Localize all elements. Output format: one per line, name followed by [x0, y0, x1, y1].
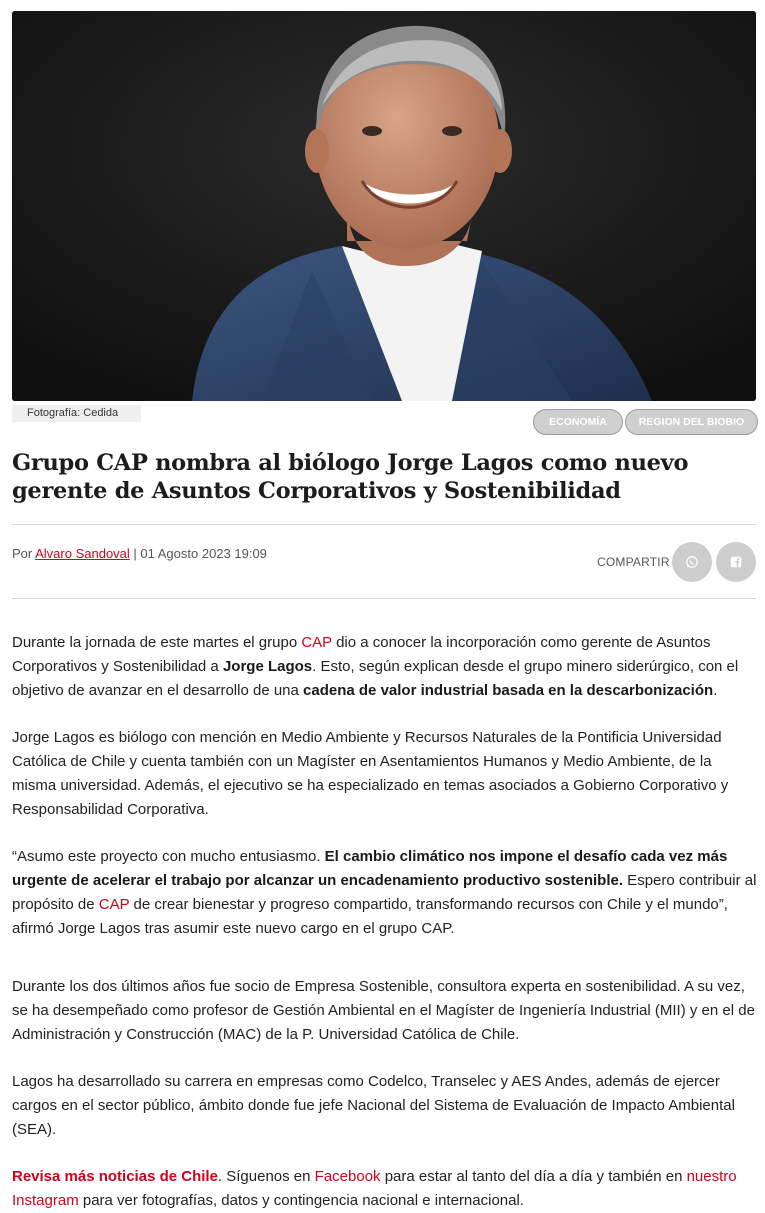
bold-quote: El cambio climático nos impone el desafío cada vez más urgente de acelerar el trabajo por alcanzar un encadenamiento productivo sostenible. — [12, 848, 728, 889]
cap-link[interactable]: CAP — [301, 634, 332, 651]
text: “Asumo este proyecto con mucho entusiasmo. — [12, 848, 325, 865]
text: . Esto, según explican desde el grupo minero siderúrgico, con el objetivo de avanzar en el desarrollo de una — [12, 658, 739, 699]
byline — [12, 546, 267, 561]
photo-caption: Fotografía: Cedida — [12, 405, 141, 422]
paragraph-4: Durante los dos últimos años fue socio de Empresa Sostenible, consultora experta en sostenibilidad. A su vez, se ha desempeñado como profesor de Gestión Ambiental en el Magíster de Ingeniería Industrial (MII) y en el de Administración y Construcción (MAC) de la P. Universidad Católica de Chile. — [12, 978, 755, 1043]
instagram-link[interactable]: nuestro Instagram — [12, 1168, 737, 1209]
facebook-link[interactable]: Facebook — [314, 1168, 381, 1185]
text: de crear bienestar y progreso compartido, transformando recursos con Chile y el mundo”, afirmó Jorge Lagos tras asumir este nuevo cargo en el grupo CAP. — [12, 896, 728, 937]
text: Durante la jornada de este martes el grupo — [12, 634, 302, 651]
divider — [12, 524, 756, 525]
article-headline: Grupo CAP nombra al biólogo Jorge Lagos como nuevo gerente de Asuntos Corporativos y Sostenibilidad — [12, 450, 689, 504]
text: . Síguenos en — [217, 1168, 315, 1185]
author-link[interactable]: Alvaro Sandoval — [35, 546, 130, 561]
category-tags — [533, 409, 758, 435]
whatsapp-share-button[interactable] — [672, 542, 712, 582]
paragraph-1 — [12, 631, 758, 703]
paragraph-6 — [12, 1165, 758, 1213]
more-news-link[interactable]: Revisa más noticias de Chile — [12, 1168, 218, 1185]
article-body — [12, 631, 758, 1213]
bold-phrase: cadena de valor industrial basada en la descarbonización — [303, 682, 714, 699]
text: dio a conocer la incorporación como gerente de Asuntos Corporativos y Sostenibilidad a — [12, 634, 711, 675]
divider — [12, 598, 756, 599]
bold-name: Jorge Lagos — [222, 658, 313, 675]
text: para estar al tanto del día a día y también en — [380, 1168, 687, 1185]
publish-date: | 01 Agosto 2023 19:09 — [129, 546, 267, 561]
paragraph-5: Lagos ha desarrollado su carrera en empresas como Codelco, Transelec y AES Andes, además de ejercer cargos en el sector público, ámbito donde fue jefe Nacional del Sistema de Evaluación de Impacto Ambiental (SEA). — [12, 1073, 735, 1138]
share-label: COMPARTIR — [597, 555, 670, 569]
tag-region-del-biobio[interactable]: REGION DEL BIOBIO — [625, 409, 758, 435]
hero-photo — [12, 11, 756, 401]
text: . — [713, 682, 718, 699]
portrait-illustration — [12, 11, 756, 401]
paragraph-2: Jorge Lagos es biólogo con mención en Medio Ambiente y Recursos Naturales de la Pontificia Universidad Católica de Chile y cuenta también con un Magíster en Asentamientos Humanos y Medio Ambiente, de la misma universidad. Además, el ejecutivo se ha especializado en temas asociados a Gobierno Corporativo y Responsabilidad Corporativa. — [12, 729, 729, 818]
tag-economia[interactable]: ECONOMÍA — [533, 409, 623, 435]
text: para ver fotografías, datos y contingencia nacional e internacional. — [78, 1192, 524, 1209]
whatsapp-icon — [685, 555, 699, 569]
text: Espero contribuir al propósito de — [12, 872, 757, 913]
byline-prefix: Por — [12, 546, 36, 561]
facebook-share-button[interactable] — [716, 542, 756, 582]
cap-link[interactable]: CAP — [98, 896, 130, 913]
paragraph-3 — [12, 845, 758, 941]
facebook-icon — [729, 555, 743, 569]
